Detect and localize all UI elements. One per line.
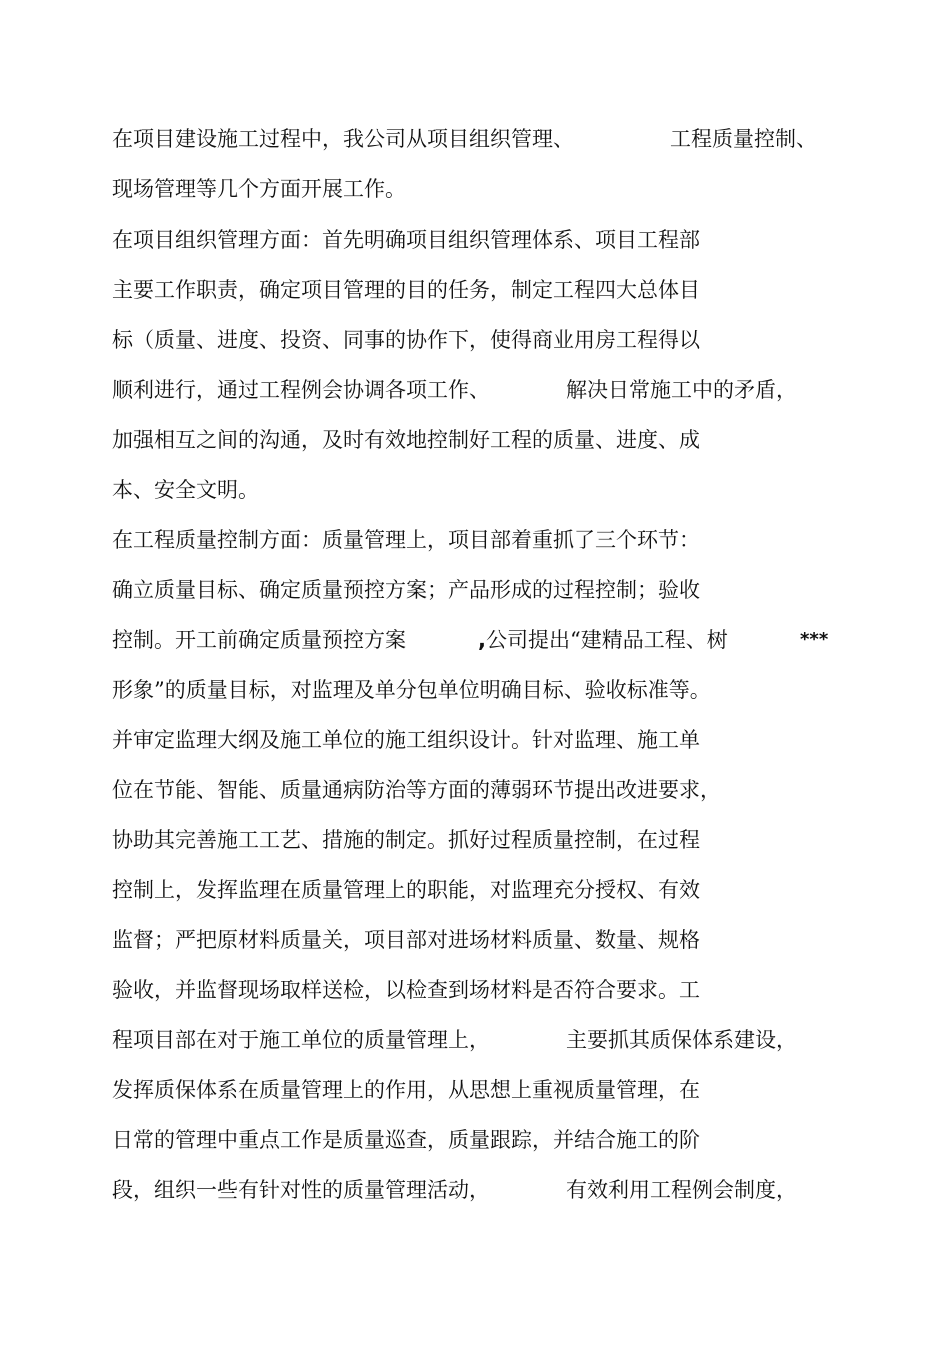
- text-line-13: [112, 725, 700, 755]
- text-segment: 公司提出“建精品工程、树: [486, 628, 728, 652]
- text-line-12: [112, 675, 711, 705]
- text-line-17: [112, 925, 700, 955]
- text-segment: 主要抓其质保体系建设，: [566, 1028, 797, 1052]
- text-line-8: [112, 475, 259, 505]
- text-line-3: [112, 225, 700, 255]
- text-segment: 在项目建设施工过程中，我公司从项目组织管理、: [112, 127, 574, 151]
- text-segment: 在工程质量控制方面：质量管理上，项目部着重抓了三个环节：: [112, 528, 700, 552]
- text-line-5: [112, 325, 700, 355]
- text-segment: 日常的管理中重点工作是质量巡查，质量跟踪，并结合施工的阶: [112, 1128, 700, 1152]
- text-line-9: [112, 525, 700, 555]
- text-segment: 解决日常施工中的矛盾，: [566, 378, 797, 402]
- text-segment: 形象”的质量目标，对监理及单分包单位明确目标、验收标准等。: [112, 678, 711, 702]
- text-segment: 控制。开工前确定质量预控方案: [112, 628, 406, 652]
- text-segment: 工程质量控制、: [670, 127, 817, 151]
- text-segment: 加强相互之间的沟通，及时有效地控制好工程的质量、进度、成: [112, 428, 700, 452]
- text-line-14: [112, 775, 721, 805]
- text-segment: 本、安全文明。: [112, 478, 259, 502]
- text-segment: 有效利用工程例会制度，: [566, 1178, 797, 1202]
- text-segment: 现场管理等几个方面开展工作。: [112, 177, 406, 201]
- text-line-10: [112, 575, 700, 605]
- text-segment: 并审定监理大纲及施工单位的施工组织设计。针对监理、施工单: [112, 728, 700, 752]
- text-line-20: [112, 1075, 700, 1105]
- text-line-7: [112, 425, 700, 455]
- redaction-stars: ***: [800, 629, 829, 650]
- text-line-11: [112, 625, 829, 655]
- text-segment: 监督；严把原材料质量关，项目部对进场材料质量、数量、规格: [112, 928, 700, 952]
- text-line-15: [112, 825, 700, 855]
- text-segment: 段，组织一些有针对性的质量管理活动，: [112, 1178, 490, 1202]
- text-line-2: [112, 174, 406, 204]
- text-comma: ,: [478, 628, 486, 652]
- text-segment: 控制上，发挥监理在质量管理上的职能，对监理充分授权、有效: [112, 878, 700, 902]
- text-segment: 主要工作职责，确定项目管理的目的任务，制定工程四大总体目: [112, 278, 700, 302]
- text-segment: 标（质量、进度、投资、同事的协作下，使得商业用房工程得以: [112, 328, 700, 352]
- text-segment: 验收，并监督现场取样送检，以检查到场材料是否符合要求。工: [112, 978, 700, 1002]
- text-segment: 程项目部在对于施工单位的质量管理上，: [112, 1028, 490, 1052]
- text-segment: 确立质量目标、确定质量预控方案；产品形成的过程控制；验收: [112, 578, 700, 602]
- text-line-22: [112, 1175, 797, 1205]
- text-line-6: [112, 375, 797, 405]
- text-segment: 在项目组织管理方面：首先明确项目组织管理体系、项目工程部: [112, 228, 700, 252]
- text-segment: 位在节能、智能、质量通病防治等方面的薄弱环节提出改进要求，: [112, 778, 721, 802]
- text-line-18: [112, 975, 700, 1005]
- text-line-4: [112, 275, 700, 305]
- text-line-19: [112, 1025, 797, 1055]
- text-segment: 协助其完善施工工艺、措施的制定。抓好过程质量控制，在过程: [112, 828, 700, 852]
- text-line-1: [112, 124, 817, 154]
- text-line-21: [112, 1125, 700, 1155]
- text-segment: 顺利进行，通过工程例会协调各项工作、: [112, 378, 490, 402]
- text-line-16: [112, 875, 700, 905]
- text-segment: 发挥质保体系在质量管理上的作用，从思想上重视质量管理，在: [112, 1078, 700, 1102]
